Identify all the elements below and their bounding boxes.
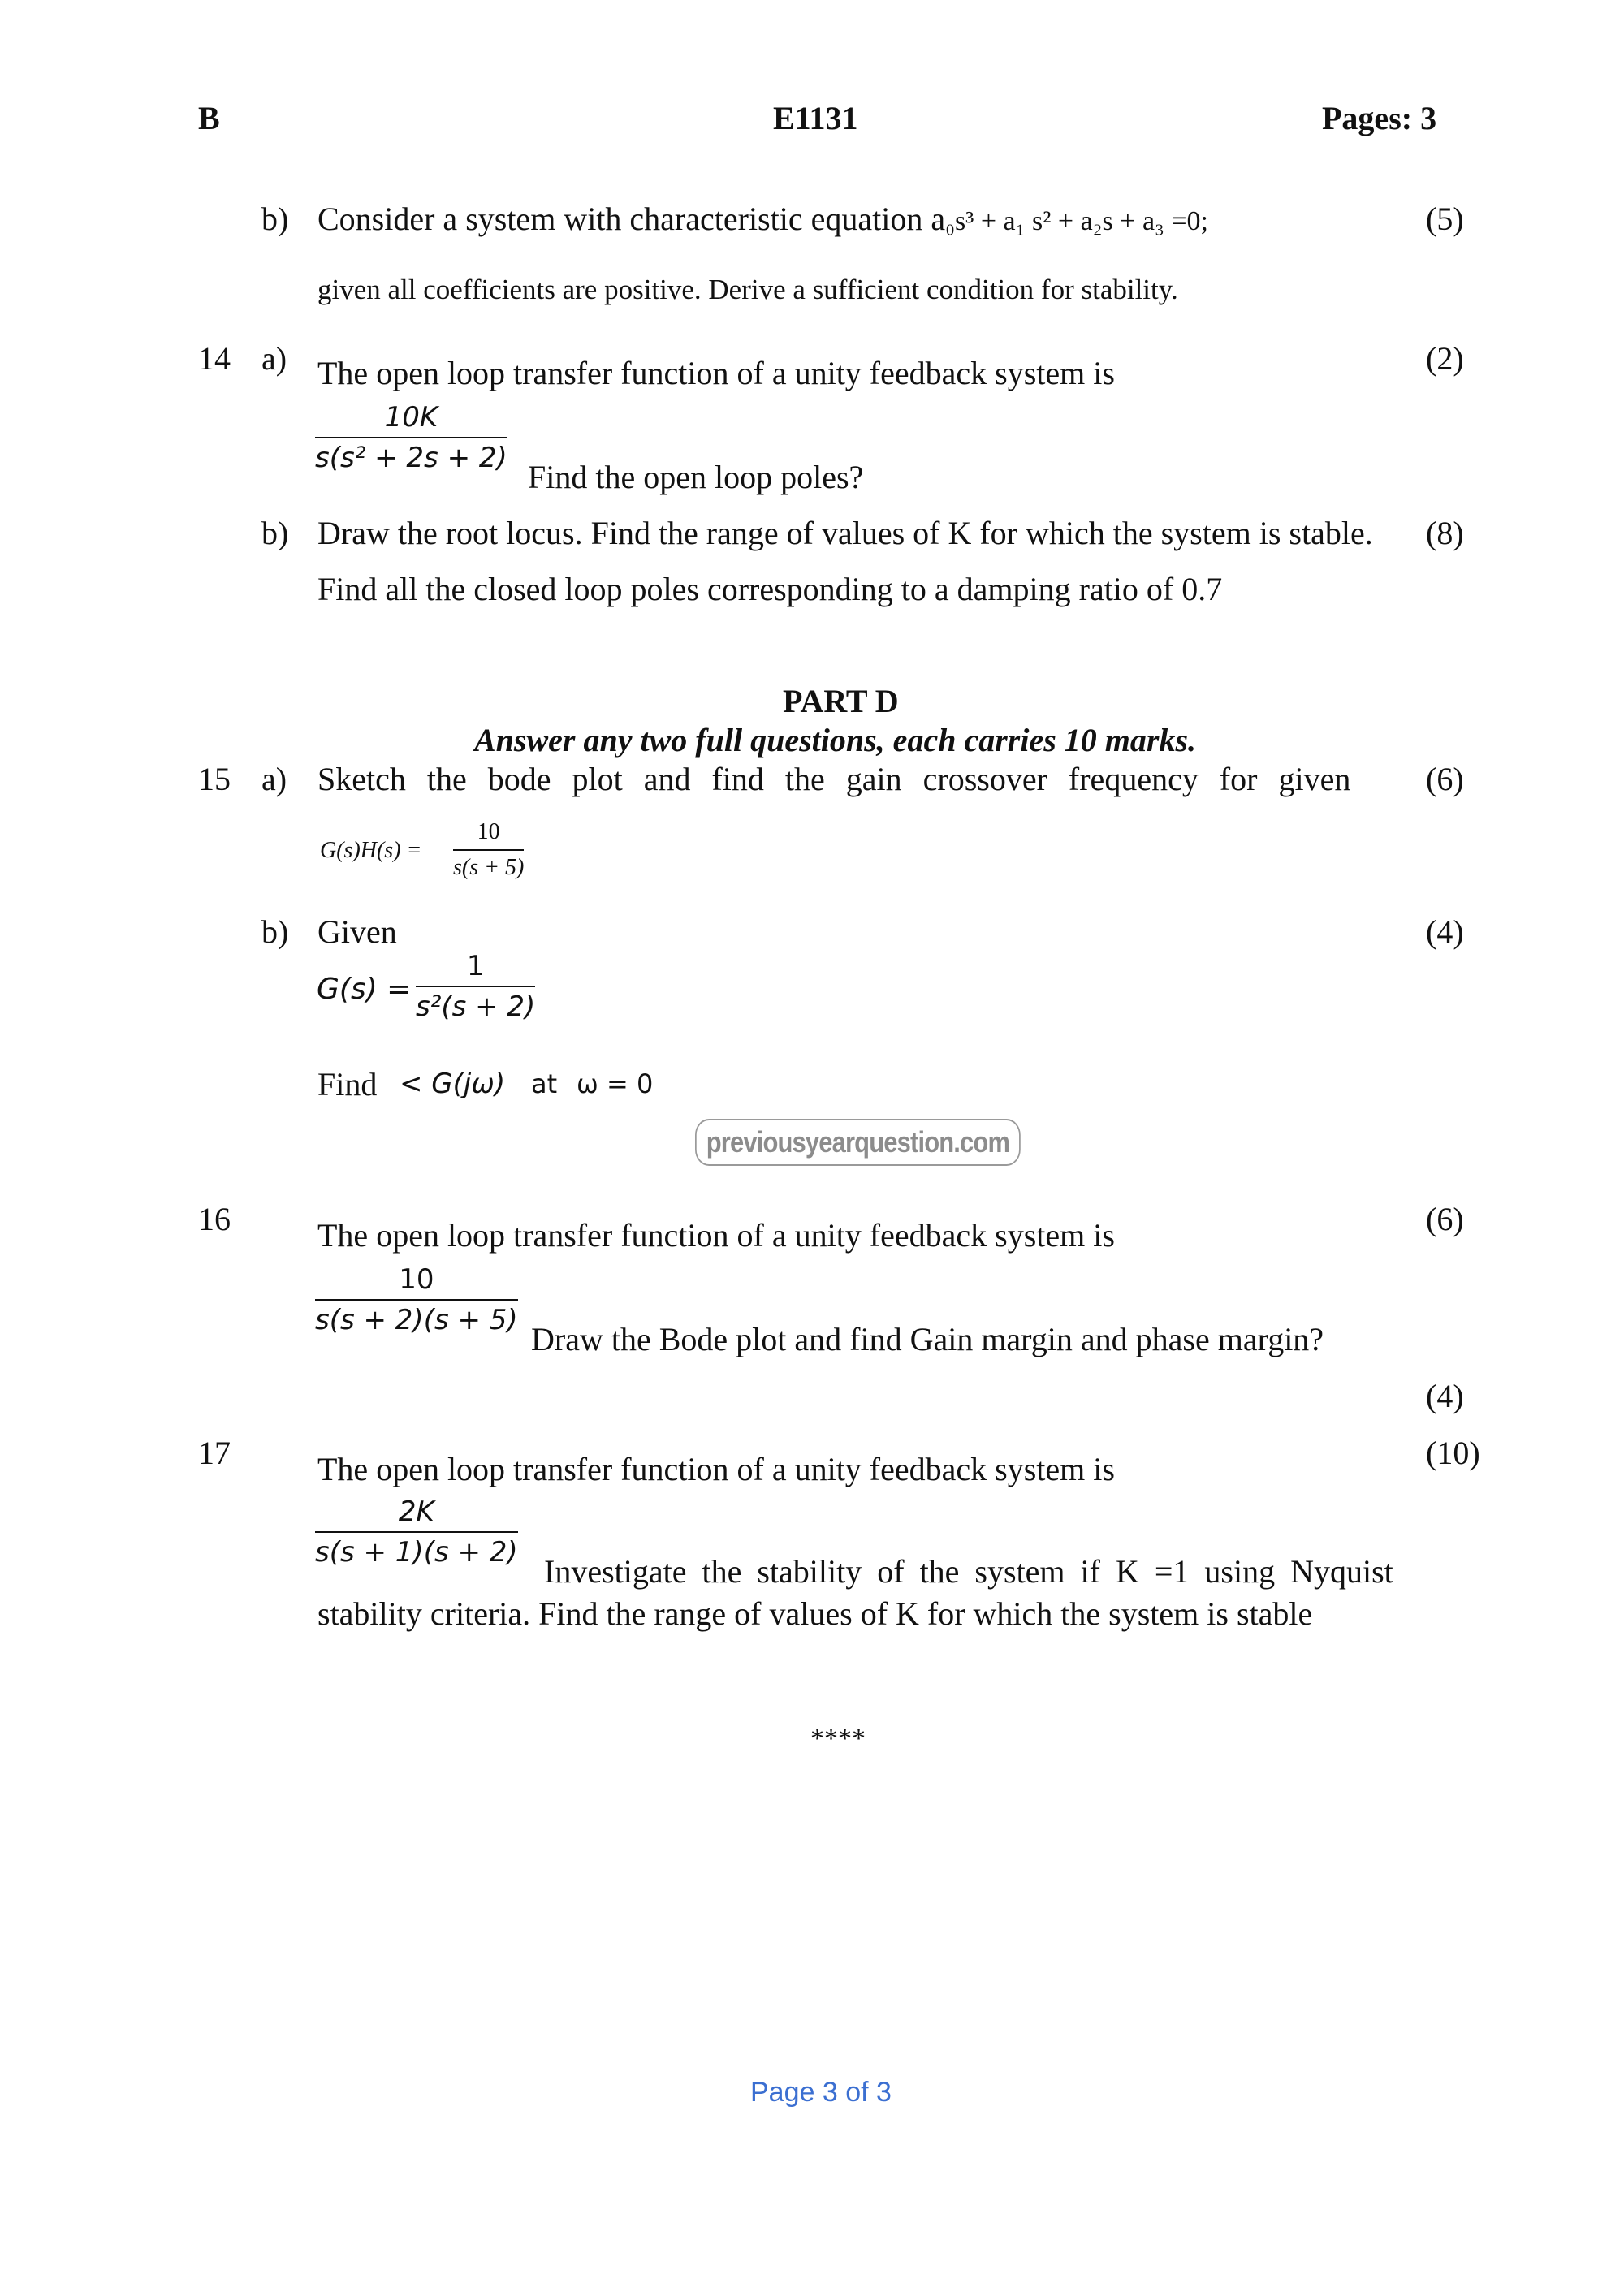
q14a-label: a) [261, 340, 287, 377]
part-d-instructions: Answer any two full questions, each carries 10 marks. [474, 722, 1197, 758]
watermark-stamp: previousyearquestion.com [695, 1119, 1021, 1166]
header-code: E1131 [773, 100, 858, 136]
q17-marks: (10) [1426, 1435, 1480, 1471]
q15a-label: a) [261, 761, 287, 797]
q17-numerator: 2K [315, 1495, 518, 1533]
q13b-line2: given all coefficients are positive. Derive a sufficient condition for stability. [317, 274, 1178, 305]
q13b-line1 [317, 200, 1208, 241]
q17-transfer-function [315, 1495, 518, 1569]
end-mark: **** [810, 1724, 866, 1754]
q14a-numerator: 10K [315, 401, 508, 438]
q14b-label: b) [261, 515, 289, 551]
q13b-label: b) [261, 201, 289, 237]
q15b-label: b) [261, 913, 289, 950]
q15a-transfer-function [453, 818, 524, 882]
q14a-marks: (2) [1426, 340, 1464, 377]
q16-transfer-function [315, 1263, 518, 1336]
q13b-marks: (5) [1426, 201, 1464, 237]
header-left: B [198, 100, 220, 136]
q15b-numerator: 1 [416, 950, 535, 987]
q16-number: 16 [198, 1201, 231, 1237]
q17-number: 17 [198, 1435, 231, 1471]
q16-marks-second: (4) [1426, 1378, 1464, 1414]
q16-denominator: s(s + 2)(s + 5) [315, 1304, 518, 1336]
q14b-line1: Draw the root locus. Find the range of values of K for which the system is stable. [317, 515, 1373, 551]
q13b-line1-text: Consider a system with characteristic equation a [317, 201, 946, 237]
q16-numerator: 10 [315, 1263, 518, 1301]
header-pages: Pages: 3 [1322, 100, 1437, 136]
q14a-text: The open loop transfer function of a unity feedback system is [317, 355, 1115, 391]
q17-text: The open loop transfer function of a unity feedback system is [317, 1451, 1115, 1487]
q17-denominator: s(s + 1)(s + 2) [315, 1536, 518, 1569]
q14b-marks: (8) [1426, 515, 1464, 551]
q15b-denominator: s²(s + 2) [416, 990, 536, 1023]
part-d-title: PART D [783, 683, 899, 719]
q15-number: 15 [198, 761, 231, 797]
q15a-lhs: G(s)H(s) = [320, 838, 422, 863]
q15b-phase-expr: < G(jω) [400, 1068, 506, 1100]
q15a-denominator: s(s + 5) [453, 855, 525, 880]
q15b-find: Find [317, 1066, 378, 1103]
q14a-transfer-function [315, 401, 508, 474]
q16-marks: (6) [1426, 1201, 1464, 1237]
q15b-marks: (4) [1426, 913, 1464, 950]
q13b-equation: ₀s³ + a₁ s² + a₂s + a₃ =0; [945, 206, 1209, 236]
q14b-line2: Find all the closed loop poles corresponding to a damping ratio of 0.7 [317, 571, 1223, 607]
q14-number: 14 [198, 340, 231, 377]
q15a-text: Sketch the bode plot and find the gain crossover frequency for given [317, 761, 1351, 797]
q15b-omega: ω = 0 [577, 1068, 654, 1099]
q17-line2: stability criteria. Find the range of values of K for which the system is stable [317, 1595, 1313, 1632]
q17-tail: Investigate the stability of the system if K =1 using Nyquist [544, 1553, 1393, 1590]
q14a-tail: Find the open loop poles? [528, 459, 864, 495]
q16-tail: Draw the Bode plot and find Gain margin and phase margin? [531, 1321, 1324, 1357]
q16-text: The open loop transfer function of a unity feedback system is [317, 1217, 1115, 1254]
q15a-numerator: 10 [453, 818, 524, 851]
q15b-transfer-function [416, 950, 535, 1023]
q15a-marks: (6) [1426, 761, 1464, 797]
q15b-given: Given [317, 913, 397, 950]
page-footer: Page 3 of 3 [750, 2077, 892, 2108]
q14a-denominator: s(s² + 2s + 2) [315, 442, 508, 474]
q15b-lhs: G(s) = [317, 973, 412, 1006]
q15b-at: at [531, 1068, 558, 1099]
